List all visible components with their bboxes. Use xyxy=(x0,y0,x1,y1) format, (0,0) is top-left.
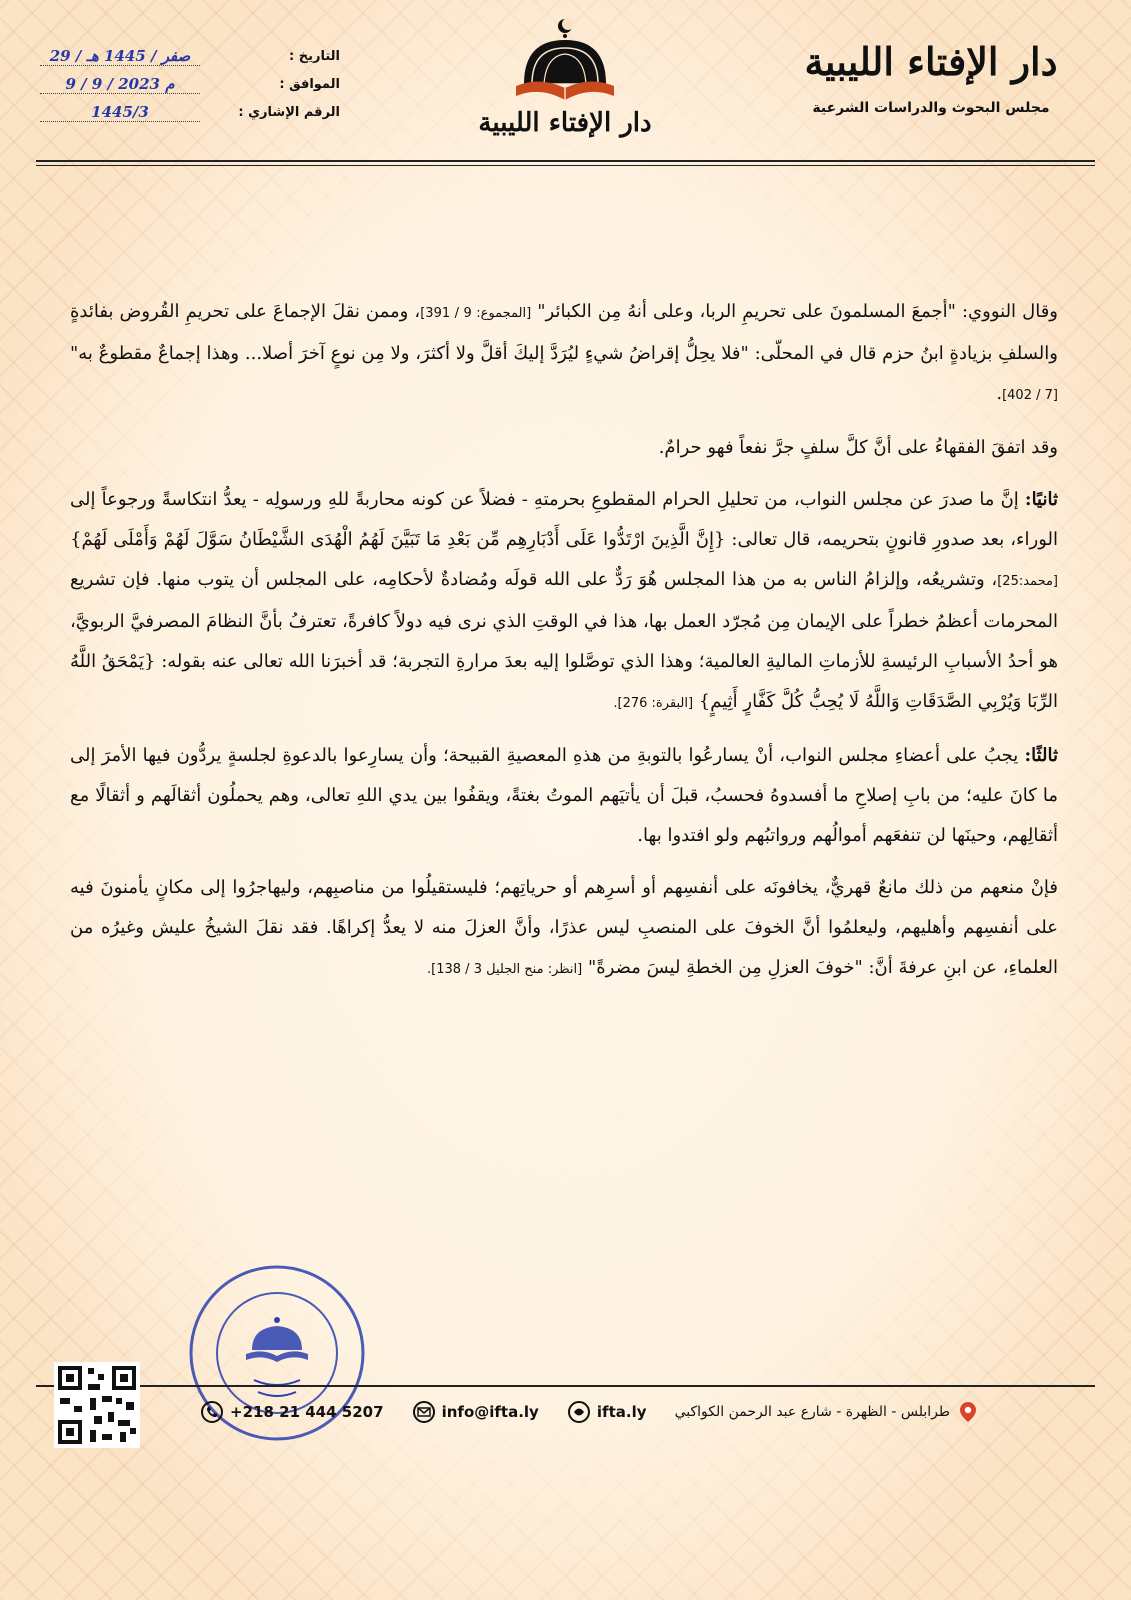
meta-gregorian-row xyxy=(40,70,340,98)
paragraph-text: وقد اتفقَ الفقهاءُ على أنَّ كلَّ سلفٍ جرَّ نفعاً فهو حرامٌ. xyxy=(658,437,1058,458)
qr-code xyxy=(54,1362,140,1448)
footer-contacts xyxy=(200,1395,980,1429)
paragraph-text: ، وتشريعُه، وإلزامُ الناس به من هذا المجلس هُوَ رَدٌّ على الله قولَه ومُضادةٌ لأحكامِه، على المجلس أن يتوب منها. فإن تشريع المحرمات أعظمُ خطراً على الإيمان مِن مُجرّد العمل بها، هذا في الوقتِ الذي نرى فيه دولاً كافرةً، تعترفُ بأنَّ النظامَ المصرفيَّ الربويَّ، هو أحدُ الأسبابِ الرئيسةِ للأزماتِ الماليةِ العالمية؛ وهذا الذي توصَّلوا إليه بعدَ مرارةِ التجربة؛ قد أخبرَنا الله تعالى عنه بقوله: {يَمْحَقُ اللَّهُ الرِّبَا وَيُرْبِي الصَّدَقَاتِ وَاللَّهُ لَا يُحِبُّ كُلَّ كَفَّارٍ أَثِيمٍ} xyxy=(70,569,1058,712)
paragraph-text: يجبُ على أعضاءِ مجلس النواب، أنْ يسارعُوا بالتوبةِ من هذهِ المعصيةِ القبيحة؛ وأن يسارِعوا بالدعوةِ لجلسةٍ يردُّون فيها الأمرَ إلى ما كانَ عليه؛ من بابِ إصلاحِ ما أفسدوهُ فحسبُ، قبلَ أن يأتيَهم الموتُ بغتةً، ويقفُوا بين يدي اللهِ تعالى، وهم يحملُون أثقالَهم و أثقالًا مع أثقالِهم، وحينَها لن تنفعَهم أموالُهم ورواتبُهم ولو افتدوا بها. xyxy=(70,745,1058,846)
letterhead xyxy=(0,0,1131,165)
website-text[interactable]: ifta.ly xyxy=(596,1403,647,1421)
paragraph-lead: ثالثًا: xyxy=(1024,745,1058,766)
address-text: طرابلس - الظهرة - شارع عبد الرحمن الكواكبي xyxy=(674,1404,950,1420)
footer-divider xyxy=(36,1385,1095,1387)
brand-subtitle: مجلس البحوث والدراسات الشرعية xyxy=(812,100,1050,116)
map-pin-icon xyxy=(956,1400,980,1424)
email-icon xyxy=(412,1400,436,1424)
footer-email[interactable] xyxy=(412,1400,539,1424)
gregorian-label: الموافق : xyxy=(279,76,340,92)
emblem-text: دار الإفتاء الليبية xyxy=(478,108,652,138)
paragraph-second xyxy=(70,480,1058,724)
footer-website[interactable] xyxy=(567,1400,647,1424)
footer-phone[interactable] xyxy=(200,1400,383,1424)
emblem-logo xyxy=(470,14,660,144)
brand-name: دار الإفتاء الليبية xyxy=(804,39,1058,84)
paragraph-nawawi: وقال النووي: "أجمعَ المسلمونَ على تحريمِ الربا، وعلى أنهُ مِن الكبائر" [المجموع: 9 / 391]، وممن نقلَ الإجماعَ على تحريمِ القُروض بفائدةٍ والسلفِ بزيادةٍ ابنُ حزم قال في المحلّى: "فلا يحِلُّ إقراضُ شيءٍ ليُرَدَّ إليكَ أقلَّ ولا أكثرَ، ولا مِن نوعٍ آخرَ أصلا... وهذا إجماعٌ مقطوعٌ به" [7 / 402]. xyxy=(70,301,1058,404)
dome-book-icon xyxy=(510,14,620,110)
phone-text[interactable]: +218 21 444 5207 xyxy=(230,1403,384,1421)
reference-label: الرقم الإشاري : xyxy=(238,104,340,120)
paragraph-resign xyxy=(70,868,1058,990)
header-divider xyxy=(36,160,1095,162)
date-value: 29 / صفر / 1445 هـ xyxy=(40,47,200,66)
paragraph-third xyxy=(70,736,1058,856)
citation: [البقرة: 276]. xyxy=(613,696,694,711)
paragraph-text: ، وممن نقلَ الإجماعَ على تحريمِ القُروض بفائدةٍ والسلفِ بزيادةٍ ابنُ حزم قال في المحلّى: "فلا يحِلُّ إقراضُ شيءٍ ليُرَدَّ إليكَ أقلَّ ولا أكثرَ، ولا مِن نوعٍ آخرَ أصلا... وهذا إجماعٌ مقطوعٌ به" xyxy=(70,301,1058,364)
gregorian-value: 9 / 9 / 2023 م xyxy=(40,75,200,94)
citation: [محمد:25] xyxy=(997,574,1058,589)
footer-address xyxy=(675,1400,980,1424)
email-text[interactable]: info@ifta.ly xyxy=(441,1403,539,1421)
brand-block xyxy=(791,38,1071,116)
meta-reference-row xyxy=(40,98,340,126)
citation: [انظر: منح الجليل 3 / 138]. xyxy=(427,962,583,977)
paragraph-text: فإنْ منعهم من ذلك مانعٌ قهريٌّ، يخافونَه على أنفسِهم أو أسرِهم أو حرياتِهم؛ فليستقيلُوا من مناصبِهم، وليهاجرُوا إلى مكانٍ يأمنونَ فيه على أنفسِهم وأهليهم، وليعلمُوا أنَّ الخوفَ على المنصبِ ليس عذرًا، وأنَّ العزلَ منه لا يعدُّ إكراهًا. فقد نقلَ الشيخُ عليش وغيرُه من العلماءِ، عن ابنِ عرفةَ أنَّ: "خوفَ العزلِ مِن الخطةِ ليسَ مضرةً" xyxy=(70,877,1058,978)
letter-body xyxy=(70,292,1058,1002)
phone-icon xyxy=(200,1400,224,1424)
date-label: التاريخ : xyxy=(289,48,340,64)
paragraph-lead: ثانيًا: xyxy=(1024,489,1058,510)
header-divider-thin xyxy=(36,165,1095,166)
document-meta xyxy=(40,42,340,126)
citation: [المجموع: 9 / 391] xyxy=(420,306,532,321)
paragraph-consensus xyxy=(70,428,1058,468)
paragraph-text: إنَّ ما صدرَ عن مجلس النواب، من تحليلِ الحرام المقطوعِ بحرمتهِ - فضلاً عن كونه محاربةً للهِ ورسولِه - يعدُّ انتكاسةً ورجوعاً إلى الوراء، بعد صدورِ قانونٍ بتحريمه، قال تعالى: {إِنَّ الَّذِينَ ارْتَدُّوا عَلَى أَدْبَارِهِم مِّن بَعْدِ مَا تَبَيَّنَ لَهُمُ الْهُدَى الشَّيْطَانُ سَوَّلَ لَهُمْ وَأَمْلَى لَهُمْ} xyxy=(70,489,1058,550)
citation: [7 / 402] xyxy=(1002,388,1058,403)
qr-code-icon xyxy=(54,1362,140,1448)
reference-value: 1445/3 xyxy=(40,103,200,122)
web-icon xyxy=(567,1400,591,1424)
paragraph-text: وقال النووي: "أجمعَ المسلمونَ على تحريمِ الربا، وعلى أنهُ مِن الكبائر" xyxy=(537,301,1058,322)
meta-date-row xyxy=(40,42,340,70)
